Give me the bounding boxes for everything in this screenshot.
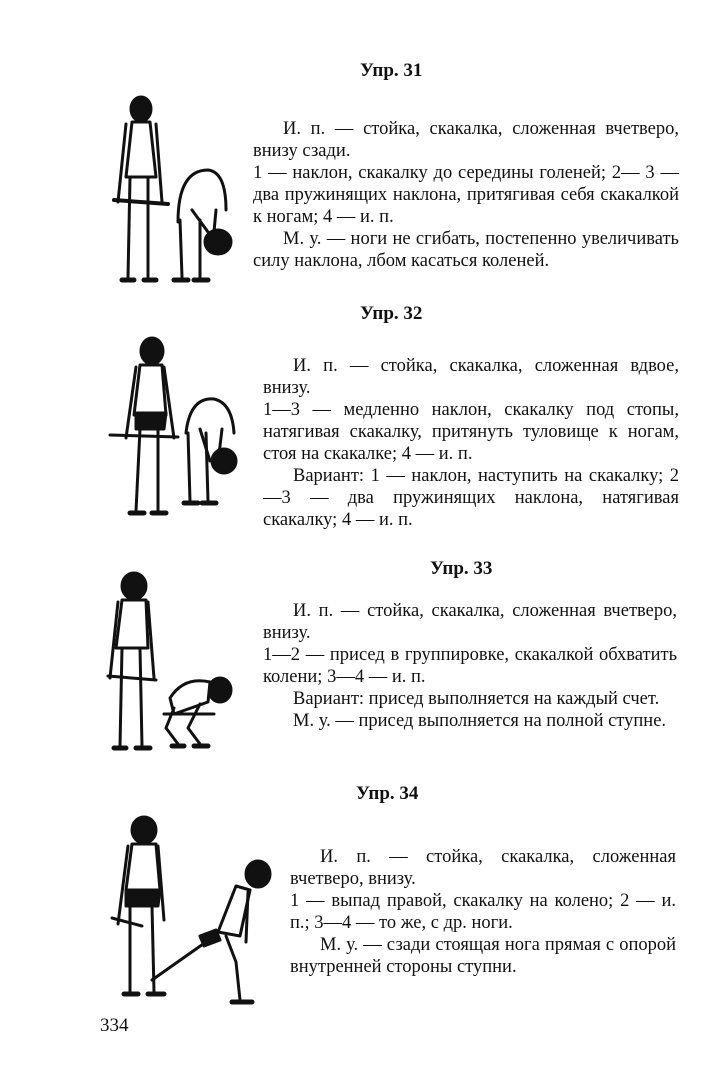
exercise-33-line-3: Вариант: присед выполняется на каждый счет.: [293, 689, 660, 709]
exercise-34-line-2: 1 — выпад правой, скакалку на колено; 2 — и. п.; 3—4 — то же, с др. ноги.: [290, 891, 676, 933]
exercise-33-line-2: 1—2 — присед в группировке, скакалкой обхватить колени; 3—4 — и. п.: [263, 645, 677, 687]
exercise-31-text: [253, 118, 679, 272]
exercise-34-line-1: И. п. — стойка, скакалка, сложенная вчетверо, внизу.: [290, 847, 676, 889]
exercise-31-title: Упр. 31: [360, 60, 423, 81]
exercise-33-title: Упр. 33: [430, 558, 493, 579]
page-number: 334: [100, 1015, 129, 1036]
exercise-34-line-3: М. у. — сзади стоящая нога прямая с опорой внутренней стороны ступни.: [290, 935, 676, 977]
exercise-31-line-2: 1 — наклон, скакалку до середины голеней; 2— 3 — два пружинящих наклона, притягивая себя скакалкой к ногам; 4 — и. п.: [253, 163, 679, 227]
exercise-34-text: [290, 846, 676, 978]
exercise-31-line-3: М. у. — ноги не сгибать, постепенно увеличивать силу наклона, лбом касаться коленей.: [253, 229, 679, 271]
exercise-32-text: [263, 355, 679, 531]
exercise-32-title: Упр. 32: [360, 303, 423, 324]
exercise-33-text: [263, 600, 677, 732]
exercise-33-line-4: М. у. — присед выполняется на полной ступне.: [293, 711, 667, 731]
exercise-32-line-1: И. п. — стойка, скакалка, сложенная вдвое, внизу.: [263, 356, 679, 398]
exercise-34-illustration: [108, 812, 288, 1012]
exercise-32-illustration: [106, 333, 246, 523]
exercise-31-illustration: [108, 92, 248, 292]
exercise-33-illustration: [104, 568, 244, 758]
exercise-32-line-2: 1—3 — медленно наклон, скакалку под стопы, натягивая скакалку, притянуть туловище к ногам, стоя на скакалке; 4 — и. п.: [263, 400, 679, 464]
exercise-31-line-1: И. п. — стойка, скакалка, сложенная вчетверо, внизу сзади.: [253, 119, 679, 161]
exercise-33-line-1: И. п. — стойка, скакалка, сложенная вчетверо, внизу.: [263, 601, 677, 643]
exercise-32-line-3: Вариант: 1 — наклон, наступить на скакалку; 2—3 — два пружинящих наклона, натягивая скакалку; 4 — и. п.: [263, 466, 679, 530]
exercise-34-title: Упр. 34: [356, 783, 419, 804]
